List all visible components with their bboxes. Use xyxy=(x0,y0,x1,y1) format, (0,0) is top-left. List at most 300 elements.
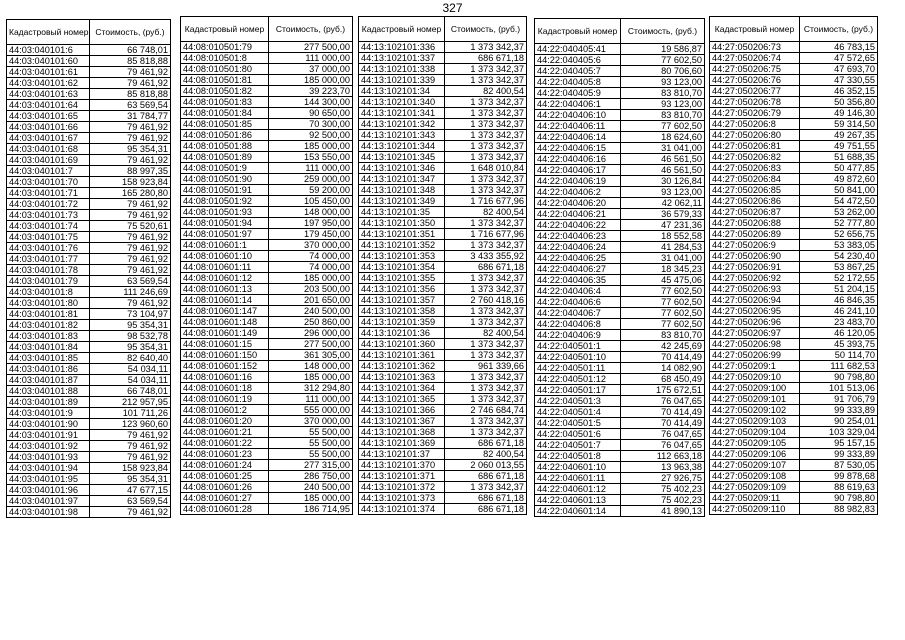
cadastral-number: 44:22:040406:22 xyxy=(535,220,621,231)
cost-value: 88 982,83 xyxy=(800,504,878,515)
cadastral-number: 44:13:102101:37 xyxy=(359,449,445,460)
cost-value: 19 586,87 xyxy=(621,44,705,55)
table-row xyxy=(181,273,353,284)
cadastral-number: 44:08:010501:84 xyxy=(181,108,269,119)
cadastral-number: 44:27:050209:107 xyxy=(710,460,800,471)
table-row xyxy=(359,306,527,317)
cadastral-number: 44:03:040101:97 xyxy=(7,496,90,507)
table-row xyxy=(710,284,878,295)
cadastral-number: 44:03:040101:62 xyxy=(7,78,90,89)
cost-value: 46 241,10 xyxy=(800,306,878,317)
header-cost: Стоимость, (руб.) xyxy=(269,17,353,42)
cost-value: 277 500,00 xyxy=(269,339,353,350)
table-row xyxy=(7,474,171,485)
cost-value: 179 450,00 xyxy=(269,229,353,240)
table-row xyxy=(359,64,527,75)
cost-value: 158 923,84 xyxy=(90,177,171,188)
cost-value: 31 041,00 xyxy=(621,253,705,264)
table-row xyxy=(535,176,705,187)
cadastral-number: 44:13:102101:370 xyxy=(359,460,445,471)
cadastral-number: 44:22:040501:4 xyxy=(535,407,621,418)
cadastral-number: 44:08:010501:9 xyxy=(181,163,269,174)
table-row xyxy=(535,110,705,121)
table-row xyxy=(7,243,171,254)
cost-value: 197 950,00 xyxy=(269,218,353,229)
cadastral-number: 44:13:102101:338 xyxy=(359,64,445,75)
cadastral-number: 44:27:050206:85 xyxy=(710,185,800,196)
cadastral-number: 44:03:040101:77 xyxy=(7,254,90,265)
cost-value: 1 373 342,37 xyxy=(445,97,527,108)
table-row xyxy=(535,319,705,330)
cost-value: 203 500,00 xyxy=(269,284,353,295)
table-row xyxy=(535,396,705,407)
table-row xyxy=(535,297,705,308)
cost-value: 46 783,15 xyxy=(800,42,878,53)
cadastral-number: 44:22:040501:10 xyxy=(535,352,621,363)
table-row xyxy=(710,119,878,130)
cadastral-number: 44:27:050206:74 xyxy=(710,53,800,64)
cadastral-number: 44:03:040101:86 xyxy=(7,364,90,375)
cadastral-number: 44:22:040501:11 xyxy=(535,363,621,374)
cost-value: 185 000,00 xyxy=(269,273,353,284)
cadastral-number: 44:13:102101:348 xyxy=(359,185,445,196)
cadastral-number: 44:03:040101:74 xyxy=(7,221,90,232)
cadastral-number: 44:27:050206:88 xyxy=(710,218,800,229)
cost-value: 144 300,00 xyxy=(269,97,353,108)
cadastral-number: 44:27:050206:96 xyxy=(710,317,800,328)
cadastral-number: 44:03:040101:9 xyxy=(7,408,90,419)
table-row xyxy=(181,141,353,152)
cadastral-number: 44:13:102101:353 xyxy=(359,251,445,262)
cost-value: 47 330,55 xyxy=(800,75,878,86)
cost-value: 1 373 342,37 xyxy=(445,339,527,350)
cost-value: 2 760 418,16 xyxy=(445,295,527,306)
cost-value: 1 373 342,37 xyxy=(445,273,527,284)
cadastral-number: 44:13:102101:356 xyxy=(359,284,445,295)
cost-value: 95 354,31 xyxy=(90,342,171,353)
cost-value: 250 860,00 xyxy=(269,317,353,328)
table-row xyxy=(7,463,171,474)
cadastral-number: 44:03:040101:81 xyxy=(7,309,90,320)
table-row xyxy=(359,372,527,383)
cost-value: 101 513,06 xyxy=(800,383,878,394)
table-row xyxy=(710,240,878,251)
table-row xyxy=(181,405,353,416)
cadastral-number: 44:03:040101:85 xyxy=(7,353,90,364)
cost-value: 49 872,60 xyxy=(800,174,878,185)
table-row xyxy=(535,44,705,55)
cost-value: 148 000,00 xyxy=(269,361,353,372)
cost-value: 23 483,70 xyxy=(800,317,878,328)
cadastral-number: 44:08:010601:21 xyxy=(181,427,269,438)
cost-value: 45 393,75 xyxy=(800,339,878,350)
cadastral-number: 44:22:040406:7 xyxy=(535,308,621,319)
cadastral-number: 44:22:040601:11 xyxy=(535,473,621,484)
cadastral-number: 44:13:102101:358 xyxy=(359,306,445,317)
cost-value: 105 450,00 xyxy=(269,196,353,207)
cadastral-number: 44:08:010601:24 xyxy=(181,460,269,471)
cadastral-number: 44:03:040101:8 xyxy=(7,287,90,298)
cadastral-number: 44:03:040101:88 xyxy=(7,386,90,397)
cost-value: 50 114,70 xyxy=(800,350,878,361)
cadastral-number: 44:08:010501:88 xyxy=(181,141,269,152)
cost-value: 79 461,92 xyxy=(90,430,171,441)
cadastral-number: 44:22:040501:1 xyxy=(535,341,621,352)
cadastral-number: 44:03:040101:80 xyxy=(7,298,90,309)
header-cadastral-number: Кадастровый номер xyxy=(359,17,445,42)
cadastral-number: 44:08:010601:19 xyxy=(181,394,269,405)
cadastral-number: 44:08:010601:22 xyxy=(181,438,269,449)
cadastral-number: 44:27:050209:108 xyxy=(710,471,800,482)
cost-value: 36 579,33 xyxy=(621,209,705,220)
cadastral-number: 44:03:040101:84 xyxy=(7,342,90,353)
table-row xyxy=(710,262,878,273)
table-row xyxy=(359,504,527,515)
cadastral-number: 44:22:040406:11 xyxy=(535,121,621,132)
table-row xyxy=(710,64,878,75)
cost-value: 2 060 013,55 xyxy=(445,460,527,471)
cost-value: 92 500,00 xyxy=(269,130,353,141)
table-row xyxy=(359,438,527,449)
table-row xyxy=(181,504,353,515)
cadastral-number: 44:27:050206:93 xyxy=(710,284,800,295)
cost-value: 41 890,13 xyxy=(621,506,705,517)
table-row xyxy=(181,218,353,229)
table-row xyxy=(710,174,878,185)
cost-value: 1 373 342,37 xyxy=(445,42,527,53)
cadastral-number: 44:27:050206:94 xyxy=(710,295,800,306)
cost-value: 686 671,18 xyxy=(445,504,527,515)
cadastral-number: 44:13:102101:357 xyxy=(359,295,445,306)
cadastral-number: 44:27:050206:76 xyxy=(710,75,800,86)
cadastral-number: 44:13:102101:349 xyxy=(359,196,445,207)
cadastral-number: 44:13:102101:368 xyxy=(359,427,445,438)
table-row xyxy=(359,75,527,86)
table-row xyxy=(710,471,878,482)
cadastral-number: 44:03:040101:75 xyxy=(7,232,90,243)
cadastral-number: 44:27:050206:99 xyxy=(710,350,800,361)
table-row xyxy=(181,361,353,372)
cadastral-number: 44:22:040406:10 xyxy=(535,110,621,121)
cadastral-number: 44:27:050206:89 xyxy=(710,229,800,240)
header-cadastral-number: Кадастровый номер xyxy=(535,19,621,44)
table-row xyxy=(359,427,527,438)
cost-value: 361 305,00 xyxy=(269,350,353,361)
cost-value: 686 671,18 xyxy=(445,493,527,504)
table-row xyxy=(7,386,171,397)
cost-value: 52 172,55 xyxy=(800,273,878,284)
table-row xyxy=(535,451,705,462)
cadastral-number: 44:03:040101:65 xyxy=(7,111,90,122)
cost-value: 103 329,04 xyxy=(800,427,878,438)
cadastral-number: 44:03:040101:95 xyxy=(7,474,90,485)
cadastral-number: 44:08:010601:2 xyxy=(181,405,269,416)
cadastral-number: 44:03:040101:98 xyxy=(7,507,90,518)
cadastral-number: 44:22:040406:27 xyxy=(535,264,621,275)
cadastral-number: 44:03:040101:79 xyxy=(7,276,90,287)
table-row xyxy=(359,361,527,372)
cost-value: 79 461,92 xyxy=(90,210,171,221)
cost-value: 158 923,84 xyxy=(90,463,171,474)
cadastral-number: 44:22:040406:21 xyxy=(535,209,621,220)
table-row xyxy=(535,407,705,418)
table-row xyxy=(710,438,878,449)
table-row xyxy=(710,207,878,218)
header-cadastral-number: Кадастровый номер xyxy=(181,17,269,42)
table-row xyxy=(359,240,527,251)
table-row xyxy=(535,429,705,440)
table-row xyxy=(7,408,171,419)
table-row xyxy=(359,449,527,460)
table-row xyxy=(7,166,171,177)
table-row xyxy=(181,383,353,394)
table-row xyxy=(535,209,705,220)
table-row xyxy=(359,42,527,53)
cadastral-number: 44:08:010601:1 xyxy=(181,240,269,251)
cost-value: 74 000,00 xyxy=(269,251,353,262)
cadastral-number: 44:22:040405:7 xyxy=(535,66,621,77)
cadastral-number: 44:22:040405:9 xyxy=(535,88,621,99)
cost-value: 76 047,65 xyxy=(621,429,705,440)
cost-value: 148 000,00 xyxy=(269,207,353,218)
cost-value: 85 818,88 xyxy=(90,89,171,100)
cost-value: 2 746 684,74 xyxy=(445,405,527,416)
table-row xyxy=(535,77,705,88)
table-row xyxy=(535,242,705,253)
table-row xyxy=(359,53,527,64)
table-row xyxy=(535,374,705,385)
cadastral-number: 44:13:102101:347 xyxy=(359,174,445,185)
cost-value: 50 841,00 xyxy=(800,185,878,196)
cadastral-number: 44:27:050209:104 xyxy=(710,427,800,438)
cost-value: 123 960,60 xyxy=(90,419,171,430)
table-row xyxy=(181,75,353,86)
cost-value: 54 472,50 xyxy=(800,196,878,207)
cost-value: 53 262,00 xyxy=(800,207,878,218)
cadastral-number: 44:08:010601:20 xyxy=(181,416,269,427)
header-cost: Стоимость, (руб.) xyxy=(621,19,705,44)
cadastral-number: 44:03:040101:64 xyxy=(7,100,90,111)
cost-value: 1 373 342,37 xyxy=(445,185,527,196)
cadastral-number: 44:27:050209:102 xyxy=(710,405,800,416)
cost-value: 42 245,69 xyxy=(621,341,705,352)
table-row xyxy=(181,152,353,163)
cadastral-number: 44:27:050209:110 xyxy=(710,504,800,515)
cadastral-number: 44:03:040101:68 xyxy=(7,144,90,155)
table-row xyxy=(535,99,705,110)
table-row xyxy=(7,287,171,298)
cost-value: 1 716 677,96 xyxy=(445,196,527,207)
cadastral-table-5 xyxy=(709,16,878,515)
cost-value: 70 414,49 xyxy=(621,407,705,418)
table-row xyxy=(181,163,353,174)
cost-value: 111 682,53 xyxy=(800,361,878,372)
table-row xyxy=(181,53,353,64)
cost-value: 686 671,18 xyxy=(445,471,527,482)
cadastral-number: 44:13:102101:351 xyxy=(359,229,445,240)
cost-value: 18 624,60 xyxy=(621,132,705,143)
cost-value: 153 550,00 xyxy=(269,152,353,163)
cadastral-number: 44:03:040101:89 xyxy=(7,397,90,408)
cost-value: 63 569,54 xyxy=(90,496,171,507)
cadastral-number: 44:03:040101:92 xyxy=(7,441,90,452)
table-row xyxy=(7,78,171,89)
cost-value: 37 000,00 xyxy=(269,64,353,75)
table-row xyxy=(710,339,878,350)
cadastral-number: 44:22:040405:6 xyxy=(535,55,621,66)
cost-value: 79 461,92 xyxy=(90,155,171,166)
cost-value: 18 552,58 xyxy=(621,231,705,242)
cost-value: 1 373 342,37 xyxy=(445,174,527,185)
cost-value: 79 461,92 xyxy=(90,199,171,210)
cadastral-number: 44:13:102101:36 xyxy=(359,328,445,339)
cost-value: 95 354,31 xyxy=(90,474,171,485)
cost-value: 54 034,11 xyxy=(90,375,171,386)
cost-value: 13 963,38 xyxy=(621,462,705,473)
table-row xyxy=(7,254,171,265)
cadastral-number: 44:08:010601:23 xyxy=(181,449,269,460)
table-row xyxy=(181,185,353,196)
table-row xyxy=(359,295,527,306)
table-row xyxy=(7,276,171,287)
cadastral-number: 44:08:010601:26 xyxy=(181,482,269,493)
cadastral-number: 44:27:050206:98 xyxy=(710,339,800,350)
cost-value: 79 461,92 xyxy=(90,507,171,518)
cadastral-number: 44:03:040101:96 xyxy=(7,485,90,496)
table-row xyxy=(710,383,878,394)
cost-value: 111 000,00 xyxy=(269,163,353,174)
table-row xyxy=(535,154,705,165)
cadastral-number: 44:22:040406:24 xyxy=(535,242,621,253)
cadastral-number: 44:08:010601:150 xyxy=(181,350,269,361)
cadastral-number: 44:13:102101:336 xyxy=(359,42,445,53)
table-row xyxy=(7,342,171,353)
cadastral-number: 44:22:040601:10 xyxy=(535,462,621,473)
table-row xyxy=(535,264,705,275)
cadastral-number: 44:27:050206:79 xyxy=(710,108,800,119)
cost-value: 59 200,00 xyxy=(269,185,353,196)
cost-value: 1 373 342,37 xyxy=(445,141,527,152)
cost-value: 51 688,35 xyxy=(800,152,878,163)
cadastral-number: 44:03:040101:93 xyxy=(7,452,90,463)
cost-value: 75 402,23 xyxy=(621,484,705,495)
header-cadastral-number: Кадастровый номер xyxy=(7,20,90,45)
cost-value: 1 373 342,37 xyxy=(445,427,527,438)
table-row xyxy=(359,229,527,240)
table-row xyxy=(535,143,705,154)
cost-value: 55 500,00 xyxy=(269,438,353,449)
cost-value: 79 461,92 xyxy=(90,133,171,144)
cost-value: 1 373 342,37 xyxy=(445,130,527,141)
cost-value: 1 373 342,37 xyxy=(445,317,527,328)
table-row xyxy=(710,504,878,515)
cadastral-number: 44:08:010501:94 xyxy=(181,218,269,229)
cadastral-number: 44:27:050206:84 xyxy=(710,174,800,185)
cost-value: 277 500,00 xyxy=(269,42,353,53)
cadastral-number: 44:22:040601:12 xyxy=(535,484,621,495)
cadastral-table-1 xyxy=(6,19,171,518)
cost-value: 1 373 342,37 xyxy=(445,383,527,394)
cost-value: 82 640,40 xyxy=(90,353,171,364)
cadastral-number: 44:08:010601:27 xyxy=(181,493,269,504)
table-row xyxy=(535,385,705,396)
table-row xyxy=(359,460,527,471)
table-row xyxy=(7,430,171,441)
table-row xyxy=(710,152,878,163)
table-row xyxy=(181,207,353,218)
cost-value: 286 750,00 xyxy=(269,471,353,482)
cadastral-number: 44:03:040101:73 xyxy=(7,210,90,221)
cost-value: 79 461,92 xyxy=(90,232,171,243)
cadastral-number: 44:08:010501:82 xyxy=(181,86,269,97)
cadastral-number: 44:27:050206:8 xyxy=(710,119,800,130)
table-row xyxy=(181,108,353,119)
cadastral-number: 44:27:050209:105 xyxy=(710,438,800,449)
cadastral-number: 44:08:010501:79 xyxy=(181,42,269,53)
table-row xyxy=(181,372,353,383)
cadastral-number: 44:08:010501:86 xyxy=(181,130,269,141)
table-row xyxy=(359,350,527,361)
cadastral-number: 44:22:040501:17 xyxy=(535,385,621,396)
cost-value: 1 373 342,37 xyxy=(445,108,527,119)
cost-value: 80 706,60 xyxy=(621,66,705,77)
cost-value: 93 123,00 xyxy=(621,99,705,110)
cost-value: 59 314,50 xyxy=(800,119,878,130)
cost-value: 277 315,00 xyxy=(269,460,353,471)
cadastral-number: 44:03:040101:72 xyxy=(7,199,90,210)
table-row xyxy=(359,119,527,130)
cadastral-number: 44:22:040501:6 xyxy=(535,429,621,440)
cost-value: 1 373 342,37 xyxy=(445,416,527,427)
table-row xyxy=(359,405,527,416)
table-row xyxy=(710,328,878,339)
cost-value: 111 000,00 xyxy=(269,394,353,405)
table-row xyxy=(359,130,527,141)
cost-value: 49 751,55 xyxy=(800,141,878,152)
cost-value: 30 126,84 xyxy=(621,176,705,187)
cost-value: 112 663,18 xyxy=(621,451,705,462)
table-row xyxy=(7,199,171,210)
table-row xyxy=(181,427,353,438)
cost-value: 79 461,92 xyxy=(90,67,171,78)
table-row xyxy=(181,97,353,108)
cost-value: 54 230,40 xyxy=(800,251,878,262)
cadastral-number: 44:13:102101:363 xyxy=(359,372,445,383)
table-row xyxy=(359,86,527,97)
table-row xyxy=(7,111,171,122)
cost-value: 79 461,92 xyxy=(90,298,171,309)
cadastral-number: 44:08:010501:90 xyxy=(181,174,269,185)
cadastral-number: 44:08:010601:18 xyxy=(181,383,269,394)
cadastral-number: 44:13:102101:367 xyxy=(359,416,445,427)
table-row xyxy=(535,253,705,264)
table-row xyxy=(535,198,705,209)
table-row xyxy=(535,418,705,429)
cost-value: 77 602,50 xyxy=(621,121,705,132)
cadastral-number: 44:22:040406:23 xyxy=(535,231,621,242)
table-row xyxy=(535,55,705,66)
table-row xyxy=(359,185,527,196)
table-row xyxy=(535,352,705,363)
header-cost: Стоимость, (руб.) xyxy=(800,17,878,42)
cost-value: 212 957,95 xyxy=(90,397,171,408)
cadastral-number: 44:27:050206:78 xyxy=(710,97,800,108)
cadastral-number: 44:22:040406:14 xyxy=(535,132,621,143)
table-row xyxy=(710,108,878,119)
table-row xyxy=(710,218,878,229)
cost-value: 201 650,00 xyxy=(269,295,353,306)
cadastral-number: 44:13:102101:337 xyxy=(359,53,445,64)
